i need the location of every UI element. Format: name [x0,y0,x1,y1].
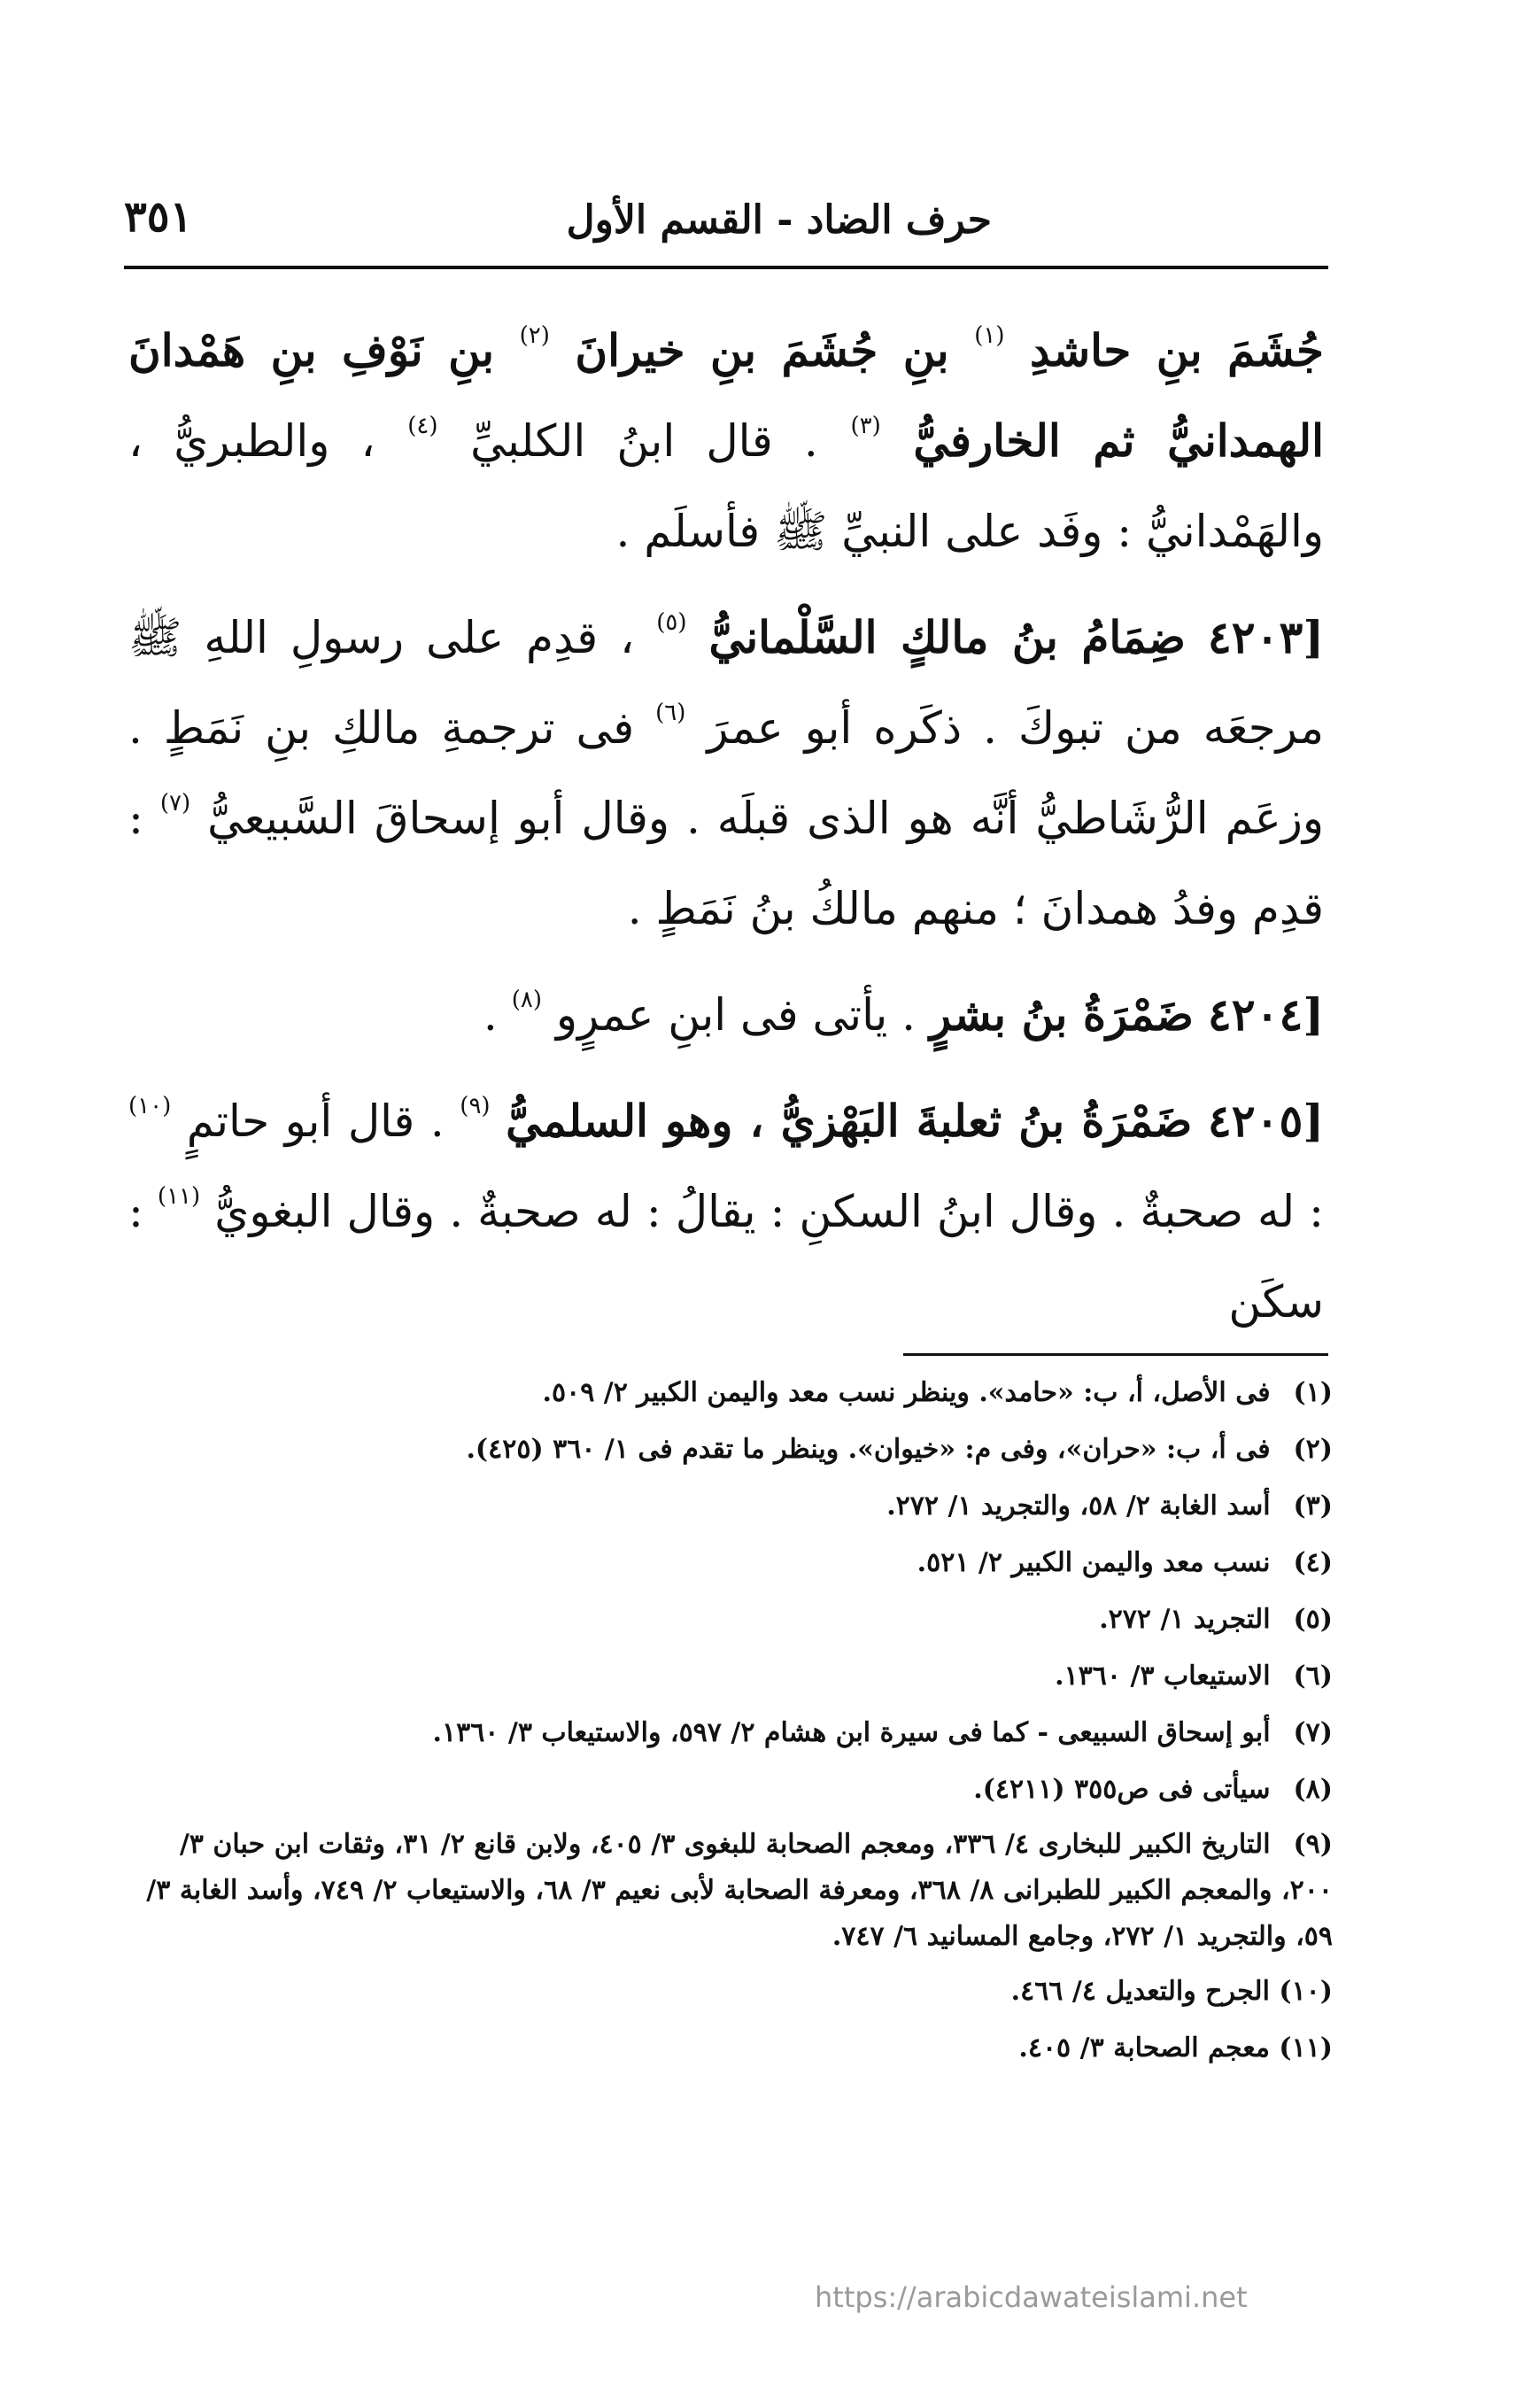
footnote-item [142,1368,1333,1418]
footnote-text: فى أ، ب: «حران»، وفى م: «خيوان». وينظر ما تقدم فى ١/ ٣٦٠ (٤٢٥). [466,1434,1271,1465]
footnote-number: (١) [1293,1377,1333,1408]
footnote-text: الجرح والتعديل ٤/ ٤٦٦. [1010,1976,1270,2007]
footnote-text: فى الأصل، أ، ب: «حامد». وينظر نسب معد واليمن الكبير ٢/ ٥٠٩. [542,1377,1271,1408]
footnote-text: معجم الصحابة ٣/ ٤٠٥. [1018,2032,1270,2063]
footnote-ref[interactable]: (١) [974,322,1005,349]
text-span: بنِ جُشَمَ بنِ خيرانَ [575,324,949,376]
footnote-text: الاستيعاب ٣/ ١٣٦٠. [1055,1661,1271,1692]
footnote-ref[interactable]: (٥) [656,609,687,636]
footnote-text: سيأتى فى ص٣٥٥ (٤٢١١). [973,1774,1271,1805]
page-number: ٣٥١ [124,192,193,242]
entry-number: [٤٢٠٥ [1207,1095,1324,1147]
text-span: بنِ نَوْفِ بنِ هَمْدانَ الهمدانيُّ ثم الخارفيُّ [128,324,1324,467]
footnote-item [142,2024,1333,2073]
footnotes-section [142,1368,1333,2080]
footnote-number: (١٠) [1279,1976,1333,2007]
entry-number: [٤٢٠٣ [1207,611,1324,663]
main-text [128,306,1324,1363]
footnote-ref[interactable]: (٩) [460,1093,491,1119]
footnote-ref[interactable]: (٦) [655,700,686,726]
footnote-item [142,1538,1333,1588]
header-divider [124,266,1328,269]
footnote-item [142,1482,1333,1531]
footnote-number: (٥) [1293,1604,1333,1635]
footnote-number: (٩) [1293,1829,1333,1860]
footnote-ref[interactable]: (١٠) [128,1093,172,1119]
footnote-ref[interactable]: (٢) [519,322,550,349]
footnote-text: التجريد ١/ ٢٧٢. [1099,1604,1271,1635]
watermark-url: https://arabicdawateislami.net [815,2280,1248,2314]
text-span: . [483,989,498,1041]
footnote-ref[interactable]: (٨) [511,987,542,1013]
footnote-text: أبو إسحاق السبيعى - كما فى سيرة ابن هشام ٢/ ٥٩٧، والاستيعاب ٣/ ١٣٦٠. [432,1717,1271,1748]
footnote-number: (١١) [1279,2032,1333,2063]
text-span: جُشَمَ بنِ حاشدِ [1029,324,1324,376]
entry-name: ضَمْرَةُ بنُ بشرٍ [929,988,1194,1041]
footnote-text: أسد الغابة ٢/ ٥٨، والتجريد ١/ ٢٧٢. [886,1490,1271,1521]
footnote-ref[interactable]: (٣) [850,413,881,439]
text-span: : سكَن [128,1186,1324,1328]
entry-name: ضِمَامُ بنُ مالكٍ السَّلْمانيُّ [708,611,1186,663]
footnote-number: (٧) [1293,1717,1333,1748]
footnote-item [142,1822,1333,1960]
entry-4203 [128,592,1324,954]
entry-4204 [128,970,1324,1060]
footnote-item [142,1708,1333,1758]
entry-name: ضَمْرَةُ بنُ ثعلبةَ البَهْزيُّ ، وهو السلميُّ [506,1095,1193,1147]
text-span: : قدِم وفدُ همدانَ ؛ منهم مالكُ بنُ نَمَطٍ . [128,793,1324,934]
footnote-number: (٨) [1293,1774,1333,1805]
text-span: . قال أبو حاتمٍ [186,1096,445,1147]
footnote-text: التاريخ الكبير للبخارى ٤/ ٣٣٦، ومعجم الصحابة للبغوى ٣/ ٤٠٥، ولابن قانع ٢/ ٣١، وثقات ابن حبان ٣/ ٢٠٠، والمعجم الكبير للطبرانى ٨/ ٣٦٨، ومعرفة الصحابة لأبى نعيم ٣/ ٦٨، والاستيعاب ٢/ ٧٤٩، وأسد الغابة ٣/ ٥٩، والتجريد ١/ ٢٧٢، وجامع المسانيد ٦/ ٧٤٧. [146,1829,1333,1952]
footnote-item [142,1595,1333,1645]
text-span: ، والطبريُّ ، والهَمْدانيُّ : وفَد على النبيِّ ﷺ فأسلَم . [128,415,1324,557]
footnote-number: (٦) [1293,1661,1333,1692]
footnote-number: (٤) [1293,1547,1333,1578]
entry-4205 [128,1076,1324,1347]
footnote-divider [903,1353,1328,1356]
text-span: . يأتى فى ابنِ عمرٍو [555,989,917,1041]
chapter-title: حرف الضاد - القسم الأول [566,197,992,243]
footnote-item [142,1425,1333,1475]
footnote-item [142,1967,1333,2017]
text-span: : له صحبةٌ . وقال ابنُ السكنِ : يقالُ : له صحبةٌ . وقال البغويُّ [214,1186,1324,1237]
text-span: . قال ابنُ الكلبيِّ [470,415,818,467]
footnote-text: نسب معد واليمن الكبير ٢/ ٥٢١. [917,1547,1271,1578]
paragraph-jusham [128,306,1324,577]
footnote-item [142,1652,1333,1701]
text-span: فى ترجمةِ مالكِ بنِ نَمَطٍ . وزعَم الرُّشَاطيُّ أنَّه هو الذى قبلَه . وقال أبو إسحاقَ السَّبيعيُّ [128,702,1324,844]
entry-number: [٤٢٠٤ [1207,988,1324,1041]
text-span: ، قدِم على رسولِ اللهِ ﷺ مرجعَه من تبوكَ . ذكَره أبو عمرَ [128,612,1324,754]
footnote-item [142,1765,1333,1815]
page-header [124,190,1328,261]
footnote-ref[interactable]: (٧) [159,790,191,817]
footnote-ref[interactable]: (١١) [157,1183,201,1210]
footnote-number: (٢) [1293,1434,1333,1465]
footnote-number: (٣) [1293,1490,1333,1521]
footnote-ref[interactable]: (٤) [407,413,438,439]
